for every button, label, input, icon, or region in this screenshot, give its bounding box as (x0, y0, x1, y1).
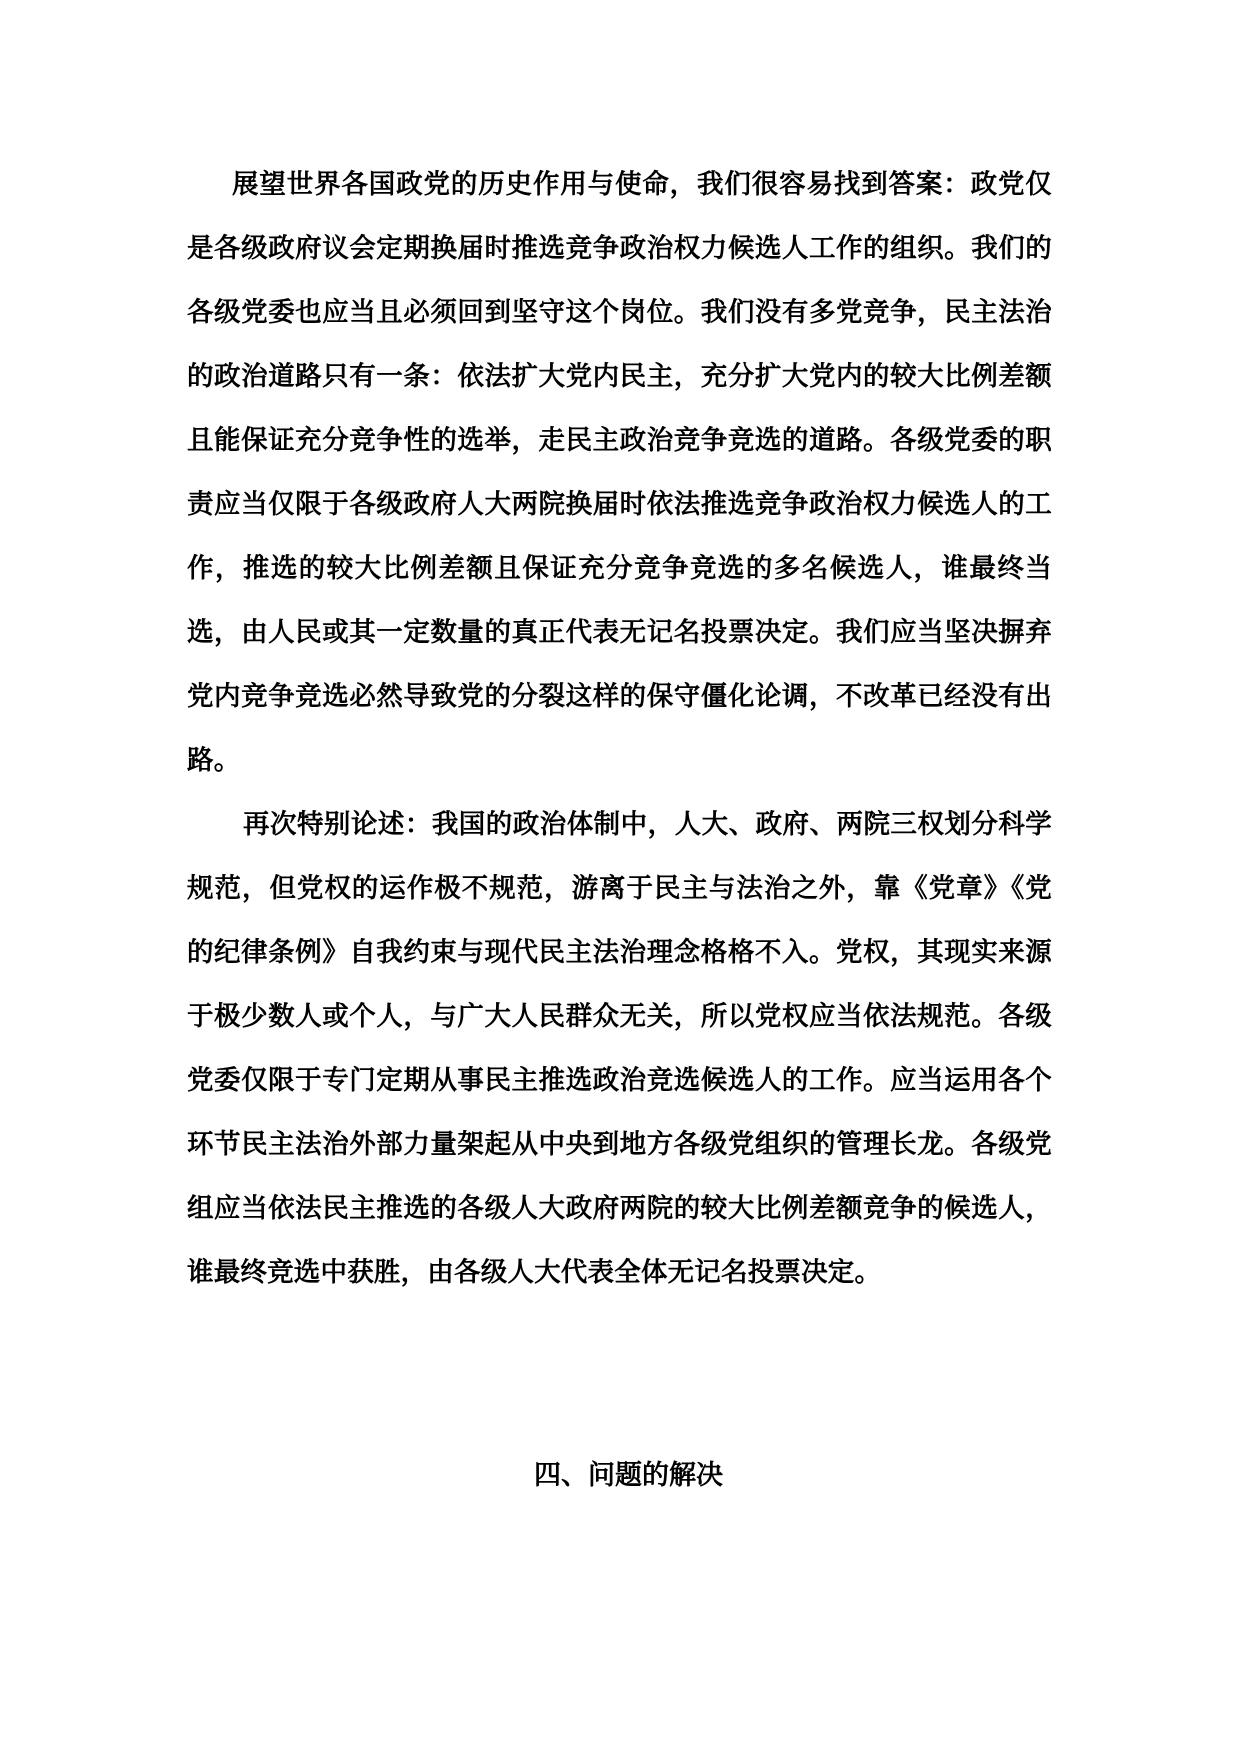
section-heading-text: 四、问题的解决 (534, 1460, 723, 1491)
paragraph-1: 展望世界各国政党的历史作用与使命，我们很容易找到答案：政党仅是各级政府议会定期换届时推选竞争政治权力候选人工作的组织。我们的各级党委也应当且必须回到坚守这个岗位。我们没有多党竞争，民主法治的政治道路只有一条：依法扩大党内民主，充分扩大党内的较大比例差额且能保证充分竞争性的选举，走民主政治竞争竞选的道路。各级党委的职责应当仅限于各级政府人大两院换届时依法推选竞争政治权力候选人的工作，推选的较大比例差额且保证充分竞争竞选的多名候选人，谁最终当选，由人民或其一定数量的真正代表无记名投票决定。我们应当坚决摒弃党内竞争竞选必然导致党的分裂这样的保守僵化论调，不改革已经没有出路。 (187, 169, 1052, 776)
body-text (187, 153, 1052, 1305)
paragraph-2: 再次特别论述：我国的政治体制中，人大、政府、两院三权划分科学规范，但党权的运作极不规范，游离于民主与法治之外，靠《党章》《党的纪律条例》自我约束与现代民主法治理念格格不入。党权，其现实来源于极少数人或个人，与广大人民群众无关，所以党权应当依法规范。各级党委仅限于专门定期从事民主推选政治竞选候选人的工作。应当运用各个环节民主法治外部力量架起从中央到地方各级党组织的管理长龙。各级党组应当依法民主推选的各级人大政府两院的较大比例差额竞争的候选人，谁最终竞选中获胜，由各级人大代表全体无记名投票决定。 (187, 809, 1052, 1288)
section-heading (0, 1456, 1241, 1496)
